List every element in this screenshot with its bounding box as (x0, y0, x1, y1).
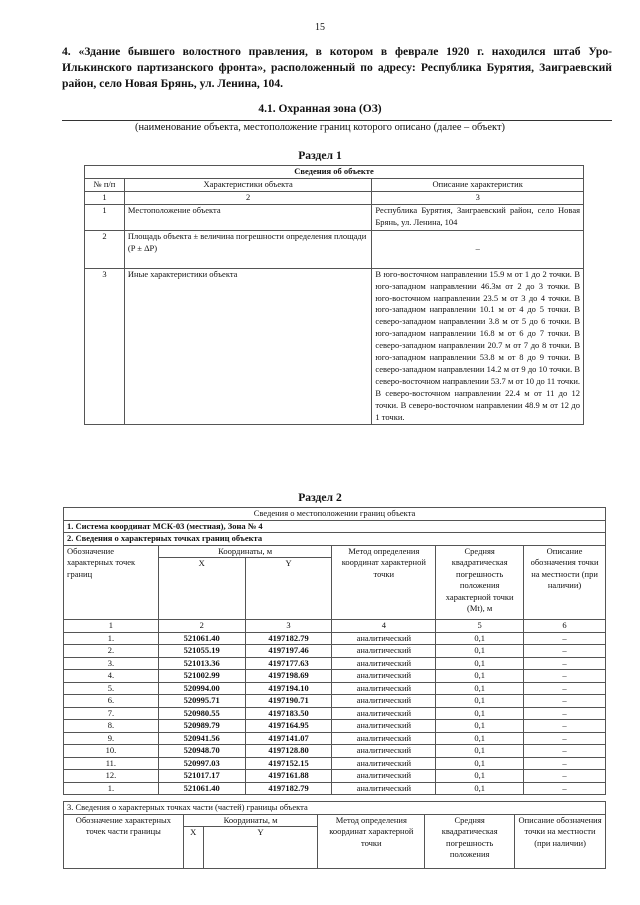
point-method: аналитический (332, 720, 436, 733)
point-description: – (524, 632, 606, 645)
point-accuracy: 0,1 (436, 670, 524, 683)
point-id: 4. (64, 670, 159, 683)
point-x: 521002.99 (158, 670, 245, 683)
point-x: 520994.00 (158, 682, 245, 695)
point-description: – (524, 670, 606, 683)
table-row (85, 268, 584, 424)
part-header-x: X (183, 827, 203, 869)
point-method: аналитический (332, 682, 436, 695)
point-x: 520980.55 (158, 707, 245, 720)
col-number-2: 2 (124, 191, 371, 204)
zone-subtitle: 4.1. Охранная зона (ОЗ) (258, 103, 382, 115)
part-header-coords: Координаты, м (183, 814, 318, 827)
row-number: 2 (85, 230, 125, 268)
point-description: – (524, 720, 606, 733)
point-description: – (524, 657, 606, 670)
point-description: – (524, 732, 606, 745)
point-method: аналитический (332, 645, 436, 658)
point-id: 1. (64, 782, 159, 795)
point-id: 8. (64, 720, 159, 733)
section1-title: Раздел 1 (298, 149, 342, 162)
point-x: 520941.56 (158, 732, 245, 745)
point-accuracy: 0,1 (436, 682, 524, 695)
header-number: № п/п (85, 178, 125, 191)
point-method: аналитический (332, 745, 436, 758)
point-accuracy: 0,1 (436, 757, 524, 770)
col-number-1: 1 (64, 620, 159, 633)
header-description: Описание характеристик (372, 178, 584, 191)
point-id: 9. (64, 732, 159, 745)
point-y: 4197182.79 (245, 632, 332, 645)
row-number: 3 (85, 268, 125, 424)
header-designation: Обозначение характерных точек границ (64, 545, 159, 620)
table-row (64, 657, 606, 670)
table-row (64, 707, 606, 720)
col-number-1: 1 (85, 191, 125, 204)
table-row (64, 695, 606, 708)
point-id: 11. (64, 757, 159, 770)
part-header-description: Описание обозначения точки на местности (при наличии) (515, 814, 606, 869)
point-method: аналитический (332, 657, 436, 670)
table-row (64, 632, 606, 645)
point-id: 10. (64, 745, 159, 758)
header-characteristics: Характеристики объекта (124, 178, 371, 191)
point-y: 4197182.79 (245, 782, 332, 795)
point-description: – (524, 707, 606, 720)
point-y: 4197194.10 (245, 682, 332, 695)
header-coords: Координаты, м (158, 545, 332, 558)
point-description: – (524, 645, 606, 658)
object-info-table (84, 165, 584, 425)
table-row (64, 670, 606, 683)
point-x: 521017.17 (158, 770, 245, 783)
part-title: 3. Сведения о характерных точках части (частей) границы объекта (64, 802, 606, 815)
point-description: – (524, 770, 606, 783)
point-description: – (524, 745, 606, 758)
point-x: 520995.71 (158, 695, 245, 708)
table-row (64, 745, 606, 758)
part-header-y: Y (203, 827, 318, 869)
col-number-2: 2 (158, 620, 245, 633)
point-accuracy: 0,1 (436, 645, 524, 658)
section2-title: Раздел 2 (298, 491, 342, 504)
table-row (85, 204, 584, 230)
point-y: 4197177.63 (245, 657, 332, 670)
col-number-3: 3 (245, 620, 332, 633)
divider-line (62, 120, 612, 121)
header-point-description: Описание обозначения точки на местности (при наличии) (524, 545, 606, 620)
point-y: 4197164.95 (245, 720, 332, 733)
table-row (64, 770, 606, 783)
table-row (64, 720, 606, 733)
point-accuracy: 0,1 (436, 732, 524, 745)
row-number: 1 (85, 204, 125, 230)
col-number-3: 3 (372, 191, 584, 204)
point-accuracy: 0,1 (436, 720, 524, 733)
header-accuracy: Средняя квадратическая погрешность положения характерной точки (Mt), м (436, 545, 524, 620)
point-description: – (524, 782, 606, 795)
point-id: 1. (64, 632, 159, 645)
point-y: 4197161.88 (245, 770, 332, 783)
table-row (64, 682, 606, 695)
point-id: 12. (64, 770, 159, 783)
table-row (64, 645, 606, 658)
point-x: 520989.79 (158, 720, 245, 733)
object-heading: 4. «Здание бывшего волостного правления, в котором в феврале 1920 г. находился штаб Уро-Илькинского партизанского фронта», расположенный по адресу: Республика Бурятия, Заиграевский район, село Новая Брянь, ул. Ленина, 104. (62, 45, 612, 90)
page-number: 15 (315, 22, 325, 33)
row-desc: Республика Бурятия, Заиграевский район, село Новая Брянь, ул. Ленина, 104 (372, 204, 584, 230)
point-method: аналитический (332, 782, 436, 795)
point-x: 521013.36 (158, 657, 245, 670)
point-accuracy: 0,1 (436, 657, 524, 670)
point-method: аналитический (332, 707, 436, 720)
point-accuracy: 0,1 (436, 745, 524, 758)
point-accuracy: 0,1 (436, 770, 524, 783)
point-method: аналитический (332, 670, 436, 683)
row-desc: В юго-восточном направлении 15.9 м от 1 до 2 точки. В юго-западном направлении 46.3м от 2 до 3 точки. В юго-восточном направлении 23.5 м от 3 до 4 точки. В юго-западном направлении 10.1 м от 4 до 5 точки. В северо-западном направлении 3.8 м от 5 до 6 точки. В юго-западном направлении 16.8 м от 6 до 7 точки. В северо-западном направлении 20.7 м от 7 до 8 точки. В юго-западном направлении 53.8 м от 8 до 9 точки. В северо-западном направлении 14.2 м от 9 до 10 точки. В северо-восточном направлении 53.7 м от 10 до 11 точки. В северо-восточном направлении 22.4 м от 11 до 12 точки. В северо-восточном направлении 48.9 м от 12 до 1 точки. (372, 268, 584, 424)
col-number-4: 4 (332, 620, 436, 633)
table-row (64, 757, 606, 770)
table-row (64, 782, 606, 795)
object-info-table-title: Сведения об объекте (85, 166, 584, 179)
point-y: 4197197.46 (245, 645, 332, 658)
point-description: – (524, 682, 606, 695)
row-name: Иные характеристики объекта (124, 268, 371, 424)
row-desc: – (372, 230, 584, 268)
point-method: аналитический (332, 632, 436, 645)
point-x: 521055.19 (158, 645, 245, 658)
point-y: 4197190.71 (245, 695, 332, 708)
point-y: 4197198.69 (245, 670, 332, 683)
header-x: X (158, 558, 245, 620)
point-id: 2. (64, 645, 159, 658)
point-x: 520997.03 (158, 757, 245, 770)
part-header-method: Метод определения координат характерной точки (318, 814, 425, 869)
boundary-table-title: Сведения о местоположении границ объекта (64, 508, 606, 521)
point-id: 6. (64, 695, 159, 708)
point-method: аналитический (332, 695, 436, 708)
point-id: 7. (64, 707, 159, 720)
point-x: 521061.40 (158, 632, 245, 645)
point-method: аналитический (332, 732, 436, 745)
zone-caption: (наименование объекта, местоположение границ которого описано (далее – объект) (135, 122, 505, 133)
coordinate-system: 1. Система координат МСК-03 (местная), Зона № 4 (64, 520, 606, 533)
col-number-5: 5 (436, 620, 524, 633)
point-accuracy: 0,1 (436, 695, 524, 708)
points-title: 2. Сведения о характерных точках границ объекта (64, 533, 606, 546)
point-x: 520948.70 (158, 745, 245, 758)
part-boundary-table (63, 801, 606, 869)
row-name: Местоположение объекта (124, 204, 371, 230)
part-header-accuracy: Средняя квадратическая погрешность положения (425, 814, 515, 869)
boundary-points-table (63, 507, 606, 795)
point-y: 4197152.15 (245, 757, 332, 770)
point-method: аналитический (332, 770, 436, 783)
point-description: – (524, 757, 606, 770)
table-row (85, 230, 584, 268)
point-id: 3. (64, 657, 159, 670)
part-header-designation: Обозначение характерных точек части границы (64, 814, 184, 869)
table-row (64, 732, 606, 745)
point-y: 4197183.50 (245, 707, 332, 720)
point-method: аналитический (332, 757, 436, 770)
header-y: Y (245, 558, 332, 620)
header-method: Метод определения координат характерной точки (332, 545, 436, 620)
point-accuracy: 0,1 (436, 782, 524, 795)
point-y: 4197128.80 (245, 745, 332, 758)
point-accuracy: 0,1 (436, 632, 524, 645)
col-number-6: 6 (524, 620, 606, 633)
points-body (64, 632, 606, 795)
point-x: 521061.40 (158, 782, 245, 795)
point-description: – (524, 695, 606, 708)
point-y: 4197141.07 (245, 732, 332, 745)
point-id: 5. (64, 682, 159, 695)
row-name: Площадь объекта ± величина погрешности определения площади (P ± ΔP) (124, 230, 371, 268)
point-accuracy: 0,1 (436, 707, 524, 720)
